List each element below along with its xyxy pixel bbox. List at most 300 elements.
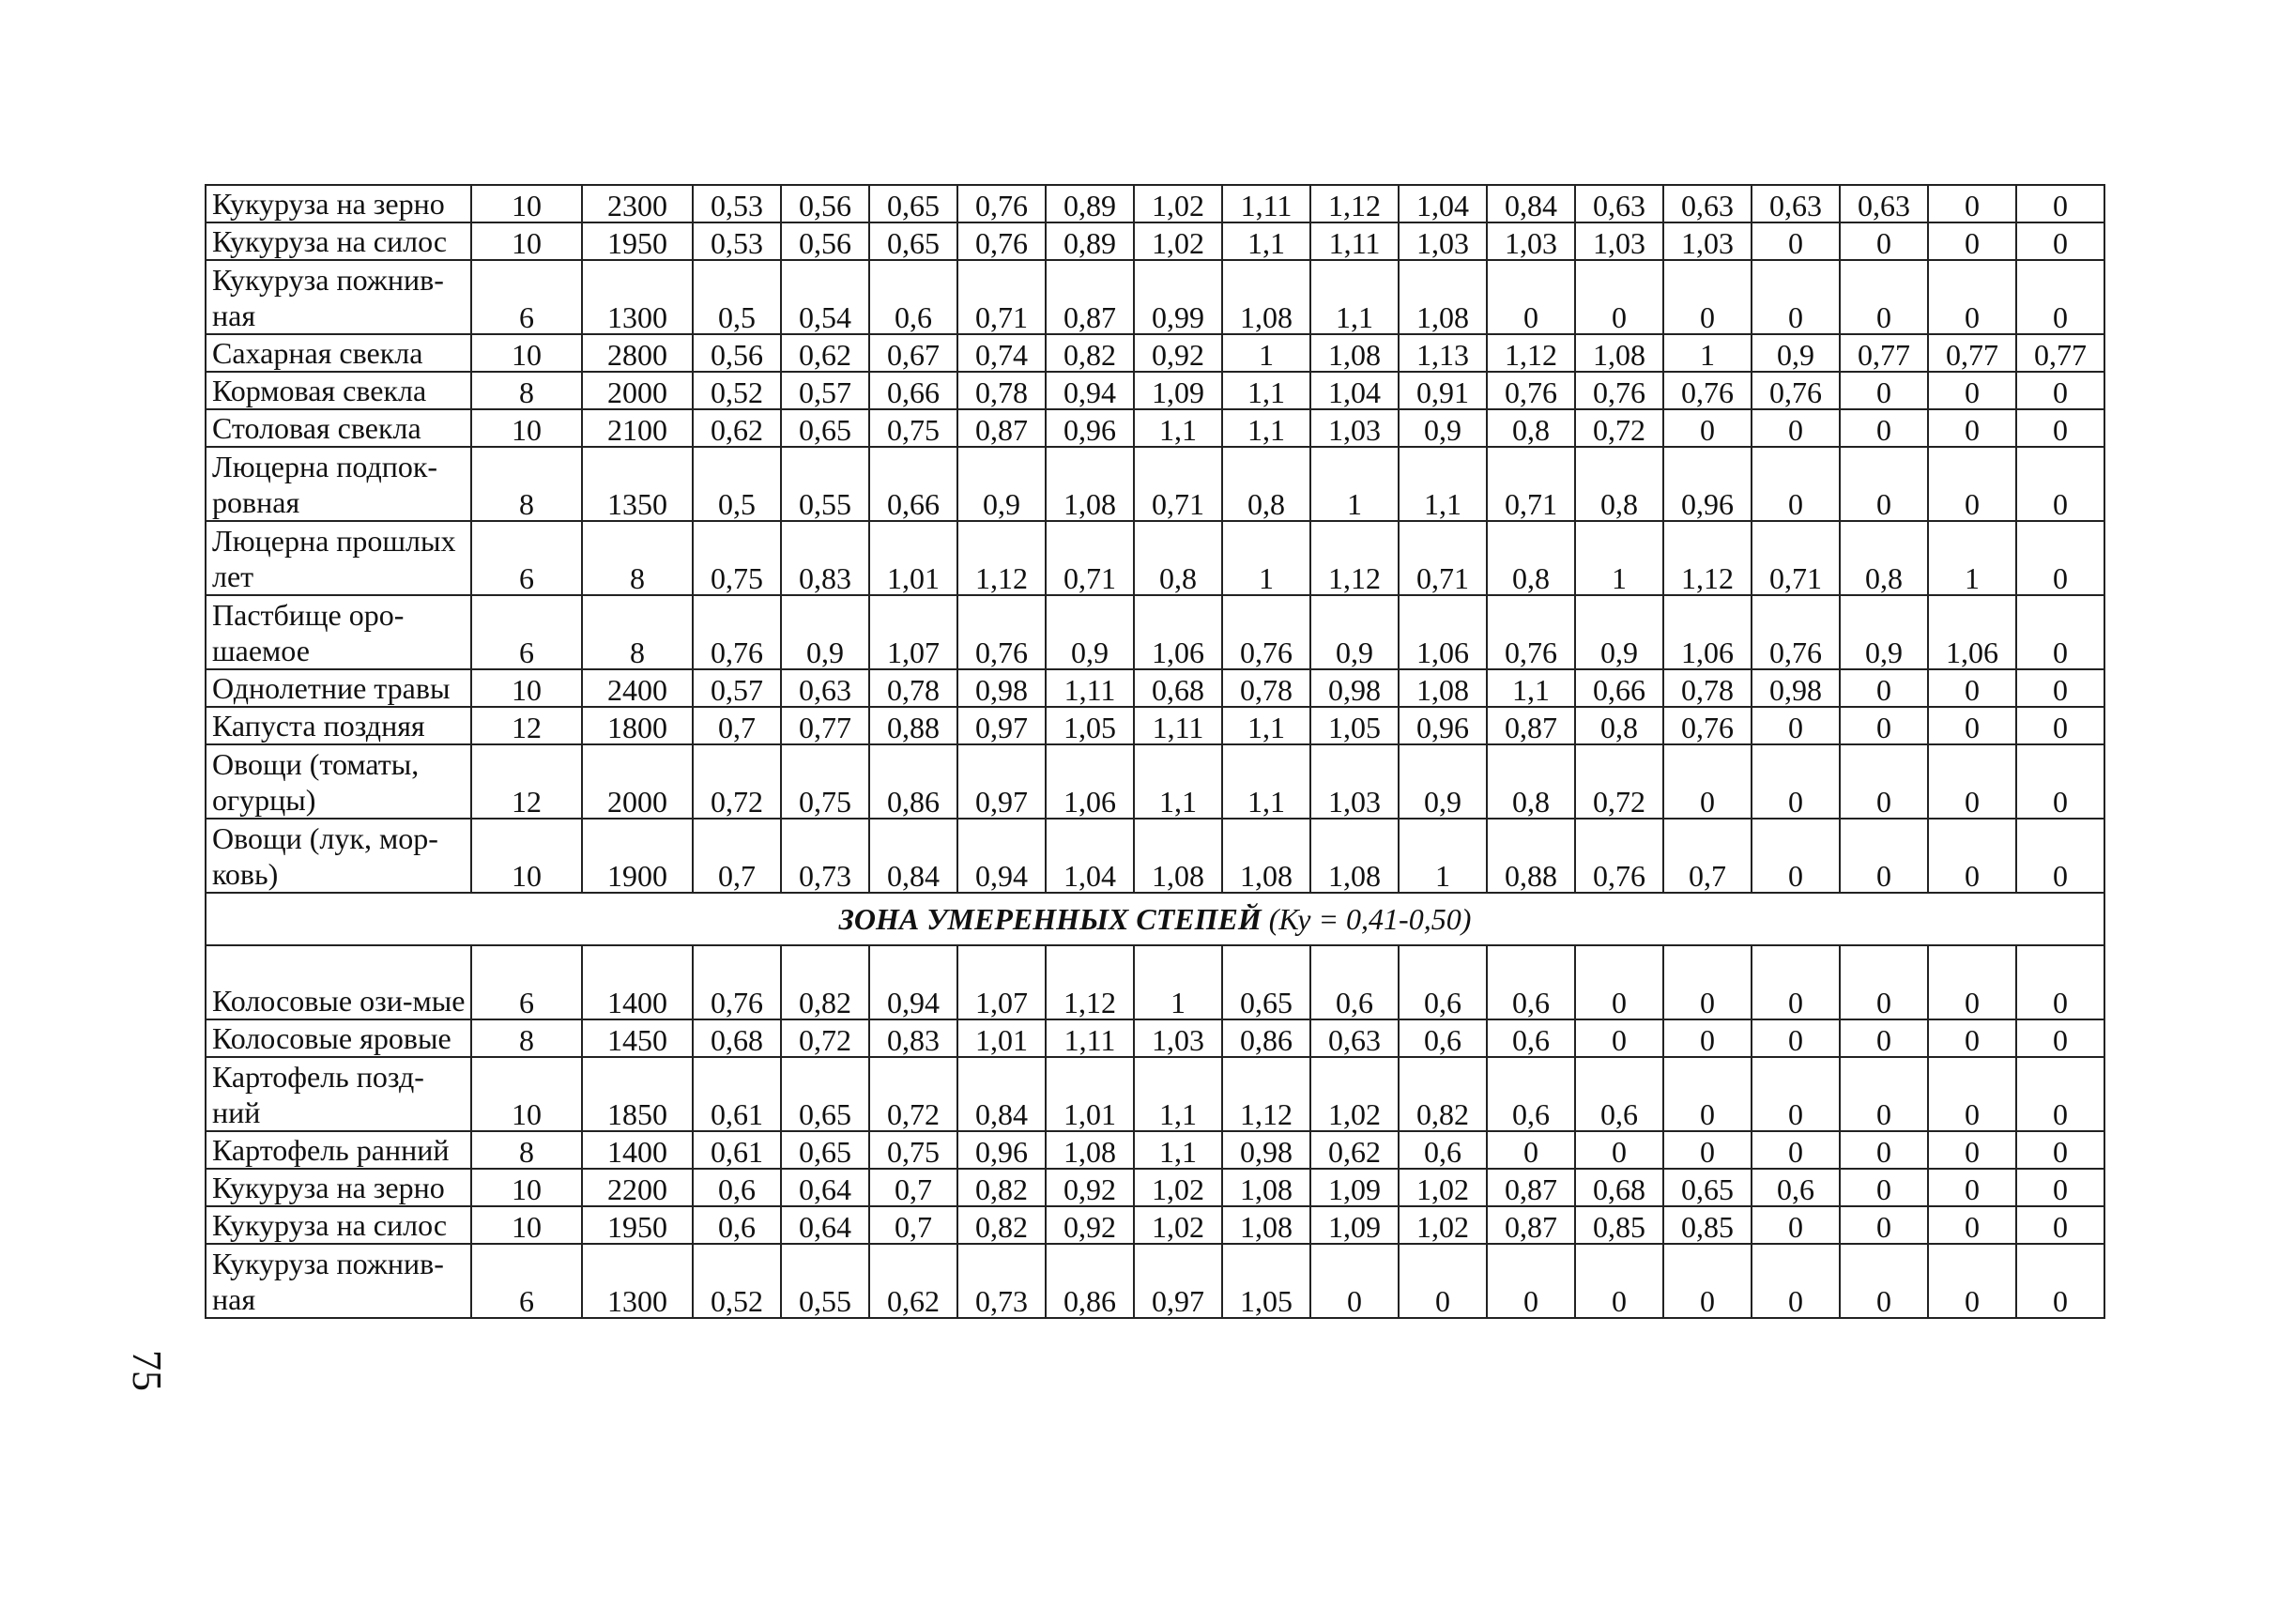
value-cell: 0,6 (1399, 1019, 1487, 1057)
value-cell: 0,73 (957, 1244, 1046, 1318)
value-cell: 8 (471, 447, 582, 521)
value-cell: 0 (1928, 1131, 2016, 1169)
value-cell: 0 (1752, 447, 1840, 521)
value-cell: 1,01 (957, 1019, 1046, 1057)
crop-name-cell: Кукуруза на зерно (206, 185, 471, 222)
value-cell: 0,65 (781, 409, 869, 447)
value-cell: 1 (1399, 819, 1487, 893)
value-cell: 0 (1840, 260, 1928, 334)
value-cell: 0,76 (1575, 372, 1663, 409)
value-cell: 0 (1840, 372, 1928, 409)
value-cell: 0,87 (1487, 707, 1575, 744)
value-cell: 0,6 (1399, 945, 1487, 1019)
value-cell: 0 (1663, 1019, 1752, 1057)
table-row (206, 744, 2104, 819)
value-cell: 1,09 (1134, 372, 1222, 409)
value-cell: 0,73 (781, 819, 869, 893)
crop-name-cell: Кукуруза пожнив-ная (206, 1244, 471, 1318)
table-row (206, 521, 2104, 595)
value-cell: 2000 (582, 372, 693, 409)
value-cell: 0,63 (1575, 185, 1663, 222)
value-cell: 2200 (582, 1169, 693, 1206)
table-row (206, 595, 2104, 669)
crop-name-cell: Пастбище оро-шаемое (206, 595, 471, 669)
value-cell: 0,98 (1752, 669, 1840, 707)
value-cell: 0 (1663, 409, 1752, 447)
table-row (206, 185, 2104, 222)
value-cell: 1,03 (1663, 222, 1752, 260)
value-cell: 1,08 (1399, 260, 1487, 334)
value-cell: 0 (1399, 1244, 1487, 1318)
zone-header-section (206, 893, 2104, 945)
value-cell: 0,68 (693, 1019, 781, 1057)
crop-name-cell: Кукуруза на зерно (206, 1169, 471, 1206)
value-cell: 0,88 (869, 707, 957, 744)
value-cell: 0,76 (1752, 595, 1840, 669)
value-cell: 0,72 (869, 1057, 957, 1131)
zone-header-cell (206, 893, 2104, 945)
value-cell: 0 (1752, 1206, 1840, 1244)
value-cell: 0 (2016, 447, 2104, 521)
value-cell: 0,76 (1752, 372, 1840, 409)
value-cell: 1,09 (1310, 1206, 1399, 1244)
value-cell: 0,71 (1134, 447, 1222, 521)
value-cell: 1,03 (1134, 1019, 1222, 1057)
value-cell: 0 (1752, 222, 1840, 260)
value-cell: 0 (1840, 1169, 1928, 1206)
value-cell: 0 (1840, 1244, 1928, 1318)
value-cell: 0,8 (1487, 744, 1575, 819)
value-cell: 0 (1663, 945, 1752, 1019)
value-cell: 1,11 (1310, 222, 1399, 260)
value-cell: 0,66 (1575, 669, 1663, 707)
value-cell: 1,12 (1222, 1057, 1310, 1131)
value-cell: 0,87 (1487, 1169, 1575, 1206)
crop-name-cell: Картофель ранний (206, 1131, 471, 1169)
value-cell: 1,02 (1310, 1057, 1399, 1131)
value-cell: 0,91 (1399, 372, 1487, 409)
value-cell: 0,6 (1752, 1169, 1840, 1206)
value-cell: 0 (1840, 222, 1928, 260)
value-cell: 0 (1928, 222, 2016, 260)
table-row (206, 1244, 2104, 1318)
crop-name-cell: Однолетние травы (206, 669, 471, 707)
value-cell: 0,84 (1487, 185, 1575, 222)
value-cell: 2100 (582, 409, 693, 447)
value-cell: 0,72 (1575, 409, 1663, 447)
value-cell: 0,76 (957, 185, 1046, 222)
value-cell: 0 (1840, 707, 1928, 744)
value-cell: 1,06 (1046, 744, 1134, 819)
value-cell: 0,57 (781, 372, 869, 409)
value-cell: 0,64 (781, 1169, 869, 1206)
value-cell: 0,63 (1663, 185, 1752, 222)
value-cell: 0 (2016, 1131, 2104, 1169)
value-cell: 0,61 (693, 1057, 781, 1131)
value-cell: 0 (1752, 260, 1840, 334)
value-cell: 0 (2016, 595, 2104, 669)
value-cell: 0,66 (869, 447, 957, 521)
value-cell: 6 (471, 260, 582, 334)
value-cell: 0,8 (1134, 521, 1222, 595)
value-cell: 10 (471, 819, 582, 893)
value-cell: 0 (2016, 260, 2104, 334)
value-cell: 0,86 (1046, 1244, 1134, 1318)
value-cell: 0,82 (781, 945, 869, 1019)
value-cell: 0 (1928, 819, 2016, 893)
value-cell: 0,99 (1134, 260, 1222, 334)
value-cell: 0,97 (1134, 1244, 1222, 1318)
value-cell: 0,72 (693, 744, 781, 819)
value-cell: 0,78 (869, 669, 957, 707)
crop-name-cell: Люцерна прошлых лет (206, 521, 471, 595)
value-cell: 1450 (582, 1019, 693, 1057)
crop-name-cell: Люцерна подпок-ровная (206, 447, 471, 521)
value-cell: 1,1 (1134, 744, 1222, 819)
value-cell: 1,07 (957, 945, 1046, 1019)
value-cell: 0,9 (1752, 334, 1840, 372)
value-cell: 0,61 (693, 1131, 781, 1169)
value-cell: 0,76 (1663, 707, 1752, 744)
value-cell: 1,06 (1663, 595, 1752, 669)
value-cell: 1,02 (1399, 1206, 1487, 1244)
value-cell: 0 (1752, 1019, 1840, 1057)
value-cell: 0,7 (869, 1169, 957, 1206)
value-cell: 0,77 (1928, 334, 2016, 372)
value-cell: 1,12 (1487, 334, 1575, 372)
table-row (206, 1169, 2104, 1206)
value-cell: 1,1 (1134, 409, 1222, 447)
value-cell: 1,03 (1575, 222, 1663, 260)
value-cell: 0 (1752, 744, 1840, 819)
value-cell: 0,9 (1399, 409, 1487, 447)
value-cell: 1400 (582, 1131, 693, 1169)
value-cell: 1,13 (1399, 334, 1487, 372)
value-cell: 1,12 (1310, 521, 1399, 595)
table-row (206, 372, 2104, 409)
value-cell: 0,85 (1575, 1206, 1663, 1244)
zone-header-coef: (Ку = 0,41-0,50) (1268, 902, 1472, 936)
value-cell: 0 (1928, 185, 2016, 222)
crop-name-cell: Картофель позд-ний (206, 1057, 471, 1131)
value-cell: 0,76 (1487, 595, 1575, 669)
value-cell: 0 (2016, 372, 2104, 409)
value-cell: 0,77 (781, 707, 869, 744)
value-cell: 1,12 (1046, 945, 1134, 1019)
value-cell: 0,78 (1663, 669, 1752, 707)
value-cell: 0,62 (869, 1244, 957, 1318)
value-cell: 1,11 (1134, 707, 1222, 744)
zone-header-name: ЗОНА УМЕРЕННЫХ СТЕПЕЙ (838, 902, 1262, 936)
value-cell: 0,84 (869, 819, 957, 893)
zone-header-row (206, 893, 2104, 945)
value-cell: 0 (1663, 1131, 1752, 1169)
value-cell: 1 (1310, 447, 1399, 521)
value-cell: 10 (471, 1057, 582, 1131)
value-cell: 1,09 (1310, 1169, 1399, 1206)
value-cell: 1,04 (1399, 185, 1487, 222)
crop-name-cell: Кукуруза на силос (206, 222, 471, 260)
value-cell: 0 (2016, 222, 2104, 260)
value-cell: 0 (2016, 669, 2104, 707)
value-cell: 0,68 (1575, 1169, 1663, 1206)
value-cell: 0,78 (957, 372, 1046, 409)
value-cell: 1,1 (1222, 707, 1310, 744)
value-cell: 0 (1310, 1244, 1399, 1318)
value-cell: 1,07 (869, 595, 957, 669)
value-cell: 0,86 (1222, 1019, 1310, 1057)
value-cell: 0,82 (957, 1206, 1046, 1244)
value-cell: 0,9 (1840, 595, 1928, 669)
value-cell: 0,75 (869, 1131, 957, 1169)
value-cell: 0 (1663, 260, 1752, 334)
value-cell: 0 (2016, 185, 2104, 222)
value-cell: 0 (1928, 707, 2016, 744)
value-cell: 0 (1840, 945, 1928, 1019)
value-cell: 0,75 (781, 744, 869, 819)
value-cell: 0 (2016, 945, 2104, 1019)
value-cell: 1,08 (1134, 819, 1222, 893)
value-cell: 0,87 (1487, 1206, 1575, 1244)
value-cell: 2300 (582, 185, 693, 222)
value-cell: 0,72 (1575, 744, 1663, 819)
value-cell: 0,6 (1575, 1057, 1663, 1131)
value-cell: 1950 (582, 1206, 693, 1244)
value-cell: 2000 (582, 744, 693, 819)
value-cell: 0,8 (1487, 521, 1575, 595)
value-cell: 0,67 (869, 334, 957, 372)
value-cell: 6 (471, 595, 582, 669)
value-cell: 1350 (582, 447, 693, 521)
value-cell: 0,78 (1222, 669, 1310, 707)
value-cell: 0 (1928, 1244, 2016, 1318)
value-cell: 6 (471, 1244, 582, 1318)
value-cell: 0 (1840, 669, 1928, 707)
value-cell: 0 (1928, 669, 2016, 707)
value-cell: 0,64 (781, 1206, 869, 1244)
value-cell: 2400 (582, 669, 693, 707)
value-cell: 0,96 (957, 1131, 1046, 1169)
value-cell: 1,11 (1222, 185, 1310, 222)
value-cell: 0,53 (693, 185, 781, 222)
value-cell: 1,01 (1046, 1057, 1134, 1131)
value-cell: 1,1 (1487, 669, 1575, 707)
value-cell: 0,71 (1399, 521, 1487, 595)
value-cell: 0 (1928, 1019, 2016, 1057)
value-cell: 0 (2016, 1019, 2104, 1057)
value-cell: 0 (1575, 945, 1663, 1019)
value-cell: 0,62 (693, 409, 781, 447)
value-cell: 0,88 (1487, 819, 1575, 893)
value-cell: 0 (1575, 1131, 1663, 1169)
value-cell: 0,83 (869, 1019, 957, 1057)
value-cell: 0,63 (1840, 185, 1928, 222)
value-cell: 1,06 (1134, 595, 1222, 669)
value-cell: 0,85 (1663, 1206, 1752, 1244)
value-cell: 0,9 (1399, 744, 1487, 819)
value-cell: 0 (1663, 1244, 1752, 1318)
value-cell: 0 (1840, 1131, 1928, 1169)
value-cell: 10 (471, 222, 582, 260)
value-cell: 0,7 (1663, 819, 1752, 893)
value-cell: 0 (1928, 447, 2016, 521)
value-cell: 0,9 (781, 595, 869, 669)
value-cell: 0 (1663, 1057, 1752, 1131)
value-cell: 0,82 (957, 1169, 1046, 1206)
value-cell: 0 (1928, 945, 2016, 1019)
value-cell: 8 (582, 595, 693, 669)
value-cell: 6 (471, 945, 582, 1019)
value-cell: 0,6 (869, 260, 957, 334)
value-cell: 0 (1487, 1244, 1575, 1318)
value-cell: 0 (1752, 1057, 1840, 1131)
value-cell: 0,72 (781, 1019, 869, 1057)
value-cell: 0,97 (957, 707, 1046, 744)
value-cell: 1,1 (1134, 1057, 1222, 1131)
value-cell: 0,84 (957, 1057, 1046, 1131)
value-cell: 1,08 (1222, 1169, 1310, 1206)
value-cell: 1,01 (869, 521, 957, 595)
value-cell: 1,04 (1310, 372, 1399, 409)
value-cell: 1,02 (1134, 1206, 1222, 1244)
value-cell: 0,6 (1487, 1057, 1575, 1131)
value-cell: 1,03 (1487, 222, 1575, 260)
value-cell: 0 (1752, 1244, 1840, 1318)
value-cell: 0,75 (693, 521, 781, 595)
value-cell: 1,1 (1134, 1131, 1222, 1169)
value-cell: 10 (471, 1169, 582, 1206)
value-cell: 0,82 (1399, 1057, 1487, 1131)
value-cell: 1 (1575, 521, 1663, 595)
value-cell: 1300 (582, 1244, 693, 1318)
table-section-bottom (206, 945, 2104, 1318)
value-cell: 1 (1222, 334, 1310, 372)
value-cell: 0,57 (693, 669, 781, 707)
value-cell: 1,08 (1310, 819, 1399, 893)
value-cell: 0,6 (1310, 945, 1399, 1019)
value-cell: 0,56 (693, 334, 781, 372)
value-cell: 0,6 (693, 1169, 781, 1206)
value-cell: 0,96 (1046, 409, 1134, 447)
value-cell: 0 (1663, 744, 1752, 819)
value-cell: 0 (1575, 1019, 1663, 1057)
value-cell: 0 (1487, 260, 1575, 334)
value-cell: 0,94 (1046, 372, 1134, 409)
value-cell: 1,1 (1222, 744, 1310, 819)
value-cell: 1,1 (1310, 260, 1399, 334)
table-row (206, 447, 2104, 521)
value-cell: 0,76 (1663, 372, 1752, 409)
value-cell: 0,96 (1399, 707, 1487, 744)
value-cell: 0,8 (1487, 409, 1575, 447)
value-cell: 0 (1575, 1244, 1663, 1318)
crop-name-cell: Кукуруза пожнив-ная (206, 260, 471, 334)
value-cell: 0,7 (869, 1206, 957, 1244)
value-cell: 0,55 (781, 1244, 869, 1318)
value-cell: 1,12 (957, 521, 1046, 595)
value-cell: 1,1 (1222, 409, 1310, 447)
value-cell: 1,02 (1134, 185, 1222, 222)
value-cell: 0 (2016, 1244, 2104, 1318)
value-cell: 0,63 (1752, 185, 1840, 222)
value-cell: 0,62 (1310, 1131, 1399, 1169)
value-cell: 0 (1487, 1131, 1575, 1169)
value-cell: 0,87 (1046, 260, 1134, 334)
value-cell: 0,92 (1046, 1169, 1134, 1206)
value-cell: 0,63 (781, 669, 869, 707)
value-cell: 0,94 (869, 945, 957, 1019)
value-cell: 0,76 (1575, 819, 1663, 893)
value-cell: 0,65 (781, 1131, 869, 1169)
value-cell: 0,92 (1134, 334, 1222, 372)
value-cell: 0,76 (693, 595, 781, 669)
value-cell: 0,8 (1575, 707, 1663, 744)
value-cell: 0,65 (869, 185, 957, 222)
value-cell: 1,05 (1046, 707, 1134, 744)
value-cell: 0,86 (869, 744, 957, 819)
value-cell: 1,04 (1046, 819, 1134, 893)
value-cell: 0 (1840, 1019, 1928, 1057)
value-cell: 1,03 (1310, 409, 1399, 447)
value-cell: 0 (1928, 409, 2016, 447)
value-cell: 0,77 (1840, 334, 1928, 372)
value-cell: 6 (471, 521, 582, 595)
value-cell: 0,53 (693, 222, 781, 260)
crop-name-cell: Кормовая свекла (206, 372, 471, 409)
value-cell: 0 (1928, 744, 2016, 819)
value-cell: 0,9 (1575, 595, 1663, 669)
value-cell: 10 (471, 669, 582, 707)
value-cell: 0 (2016, 1057, 2104, 1131)
value-cell: 1,11 (1046, 669, 1134, 707)
value-cell: 0 (1928, 372, 2016, 409)
value-cell: 1,02 (1134, 1169, 1222, 1206)
value-cell: 0,9 (957, 447, 1046, 521)
value-cell: 0 (2016, 707, 2104, 744)
value-cell: 1,1 (1222, 222, 1310, 260)
value-cell: 0,71 (957, 260, 1046, 334)
value-cell: 0 (1840, 819, 1928, 893)
table-row (206, 1206, 2104, 1244)
value-cell: 10 (471, 409, 582, 447)
value-cell: 0,56 (781, 185, 869, 222)
crop-name-cell: Столовая свекла (206, 409, 471, 447)
value-cell: 0 (2016, 1169, 2104, 1206)
value-cell: 0,8 (1575, 447, 1663, 521)
value-cell: 0 (1928, 1206, 2016, 1244)
value-cell: 1400 (582, 945, 693, 1019)
value-cell: 1 (1222, 521, 1310, 595)
value-cell: 1 (1663, 334, 1752, 372)
value-cell: 0,83 (781, 521, 869, 595)
value-cell: 0,76 (957, 595, 1046, 669)
value-cell: 1,11 (1046, 1019, 1134, 1057)
value-cell: 0,76 (1222, 595, 1310, 669)
value-cell: 0 (1752, 945, 1840, 1019)
value-cell: 0 (1840, 1206, 1928, 1244)
value-cell: 0 (1752, 707, 1840, 744)
value-cell: 1,06 (1399, 595, 1487, 669)
value-cell: 10 (471, 334, 582, 372)
value-cell: 1,08 (1222, 1206, 1310, 1244)
value-cell: 1,08 (1046, 1131, 1134, 1169)
value-cell: 0,66 (869, 372, 957, 409)
value-cell: 1 (1928, 521, 2016, 595)
value-cell: 0,77 (2016, 334, 2104, 372)
value-cell: 0,98 (1222, 1131, 1310, 1169)
value-cell: 0,9 (1310, 595, 1399, 669)
value-cell: 0,6 (693, 1206, 781, 1244)
